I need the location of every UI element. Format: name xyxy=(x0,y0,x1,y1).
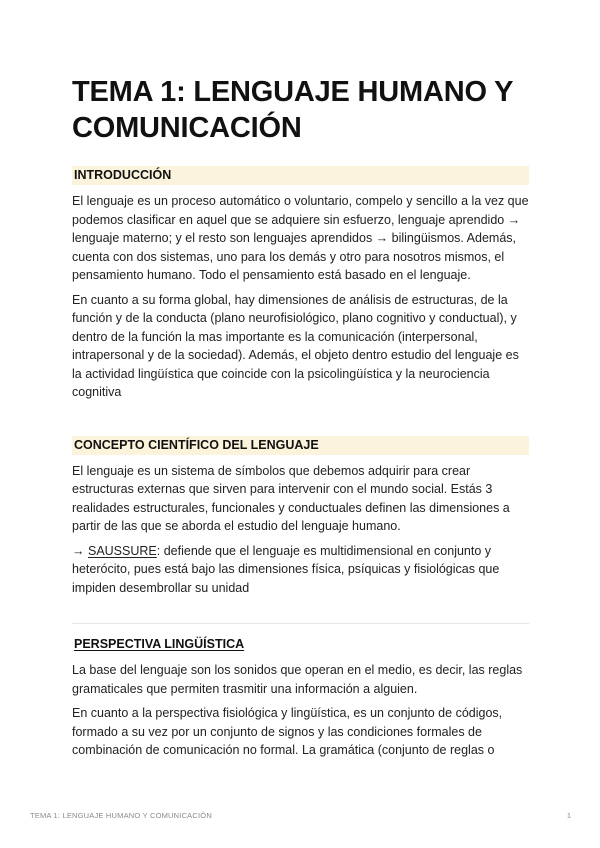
spacer xyxy=(72,603,529,623)
section-heading-perspectiva-text: PERSPECTIVA LINGÜÍSTICA xyxy=(74,637,245,651)
perspective-paragraph-2: En cuanto a la perspectiva fisiológica y lingüística, es un conjunto de códigos, formado a su vez por un conjunto de signos y las condiciones formales de combinación de comunicación no formal. La gramática (conjunto de reglas o xyxy=(72,706,503,757)
concept-paragraph-2-text: : defiende que el lenguaje es multidimensional en conjunto y heterócito, pues está bajo las dimensiones física, psíquicas y fisiológicas que impiden desembrollar su unidad xyxy=(72,543,500,595)
section-divider xyxy=(72,623,529,624)
section-heading-concepto: CONCEPTO CIENTÍFICO DEL LENGUAJE xyxy=(72,436,529,455)
concept-paragraph-2 xyxy=(72,542,529,598)
page-title: TEMA 1: LENGUAJE HUMANO Y COMUNICACIÓN xyxy=(72,76,513,144)
spacer xyxy=(72,408,529,436)
section-heading-introduccion: INTRODUCCIÓN xyxy=(72,166,529,185)
perspective-paragraph-1: La base del lenguaje son los sonidos que operan en el medio, es decir, las reglas gramaticales que permiten trasmitir una información a alguien. xyxy=(72,663,523,696)
footer-title: TEMA 1: LENGUAJE HUMANO Y COMUNICACIÓN xyxy=(30,811,212,820)
section-heading-perspectiva xyxy=(72,635,529,654)
intro-paragraph-2: En cuanto a su forma global, hay dimensiones de análisis de estructuras, de la función y de la conducta (plano neurofisiológico, plano cognitivo y conductual), y dentro de la función la mas importante es la comunicación (interpersonal, intrapersonal y de la sociedad). Además, el objeto dentro estudio del lenguaje es la actividad lingüística que coincide con la psicolingüística y la neurociencia cognitiva xyxy=(72,292,519,399)
saussure-link[interactable]: SAUSSURE xyxy=(87,543,157,558)
concept-paragraph-1: El lenguaje es un sistema de símbolos que debemos adquirir para crear estructuras externas que sirven para intervenir con el mundo social. Estás 3 realidades estructurales, funcionales y conductuales definen las dimensiones a partir de las que se aborda el estudio del lenguaje humano. xyxy=(72,463,510,533)
arrow-glyph: → xyxy=(72,543,88,558)
document-page xyxy=(72,74,529,766)
footer-page-number: 1 xyxy=(566,811,571,820)
intro-paragraph-1: El lenguaje es un proceso automático o voluntario, compelo y sencillo a la vez que podemos clasificar en aquel que se adquiere sin esfuerzo, lenguaje aprendido → lenguaje materno; y el resto son lenguajes aprendidos → bilingüismos. Además, cuenta con dos sistemas, uno para los demás y otro para nosotros mismos, el pensamiento humano. Todo el pensamiento está basado en el lenguaje. xyxy=(72,194,529,282)
